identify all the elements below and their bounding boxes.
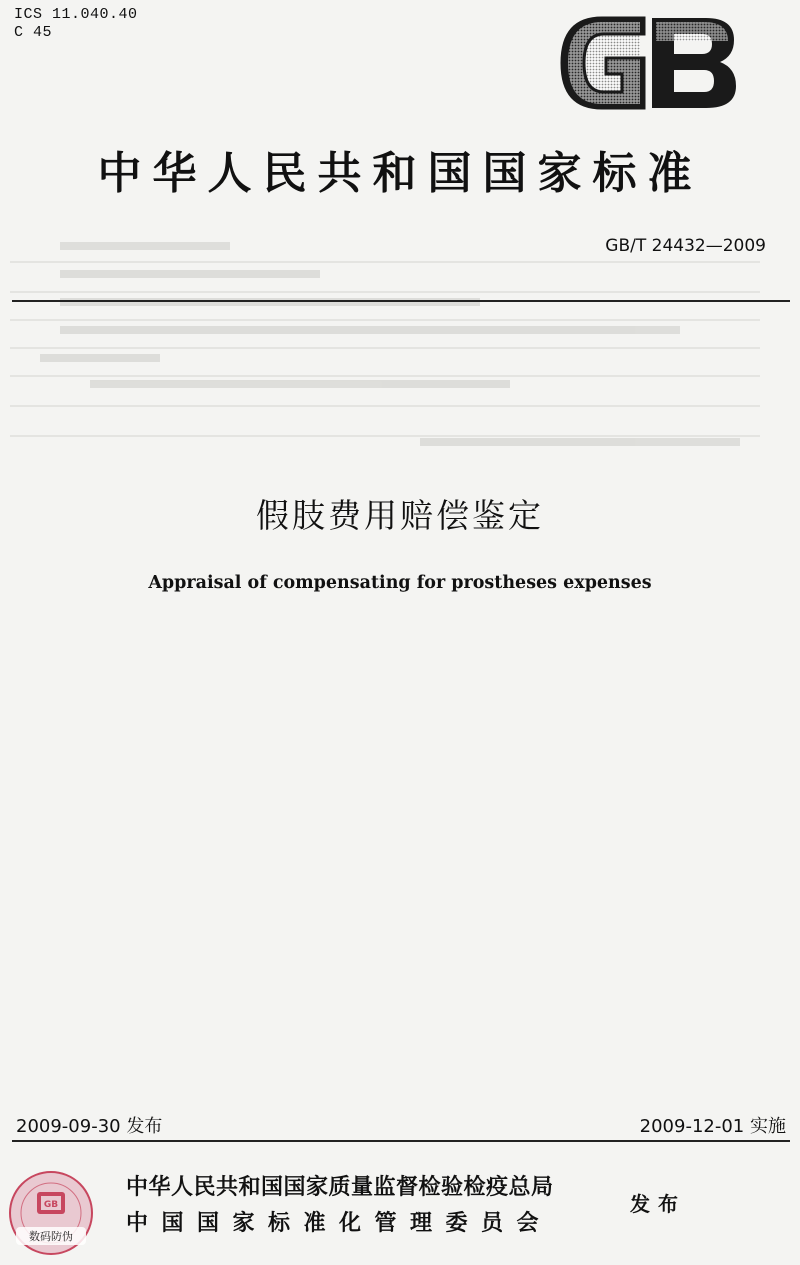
issuer-aqsiq: 中华人民共和国国家质量监督检验检疫总局 xyxy=(126,1175,554,1200)
seal-label: 数码防伪 xyxy=(29,1230,73,1243)
ics-code: ICS 11.040.40 xyxy=(14,6,138,23)
issuer-sac: 中国国家标准化管理委员会 xyxy=(126,1211,553,1236)
ccs-code: C 45 xyxy=(14,24,53,41)
national-standard-title: 中华人民共和国国家标准 xyxy=(97,148,703,199)
document-subtitle: Appraisal of compensating for prostheses expenses xyxy=(148,573,652,593)
issue-date: 2009-09-30 发布 xyxy=(16,1116,163,1137)
classification-codes xyxy=(14,6,138,42)
header-divider xyxy=(12,300,790,302)
publish-label: 发布 xyxy=(630,1192,686,1216)
anti-counterfeit-seal xyxy=(8,1170,94,1256)
standard-number: GB/T 24432—2009 xyxy=(605,236,766,256)
svg-text:GB: GB xyxy=(43,1200,59,1210)
gb-logo xyxy=(556,14,740,112)
footer-divider xyxy=(12,1140,790,1142)
effective-date: 2009-12-01 实施 xyxy=(639,1116,786,1137)
show-through-texture xyxy=(0,230,800,460)
document-title: 假肢费用赔偿鉴定 xyxy=(256,496,544,535)
